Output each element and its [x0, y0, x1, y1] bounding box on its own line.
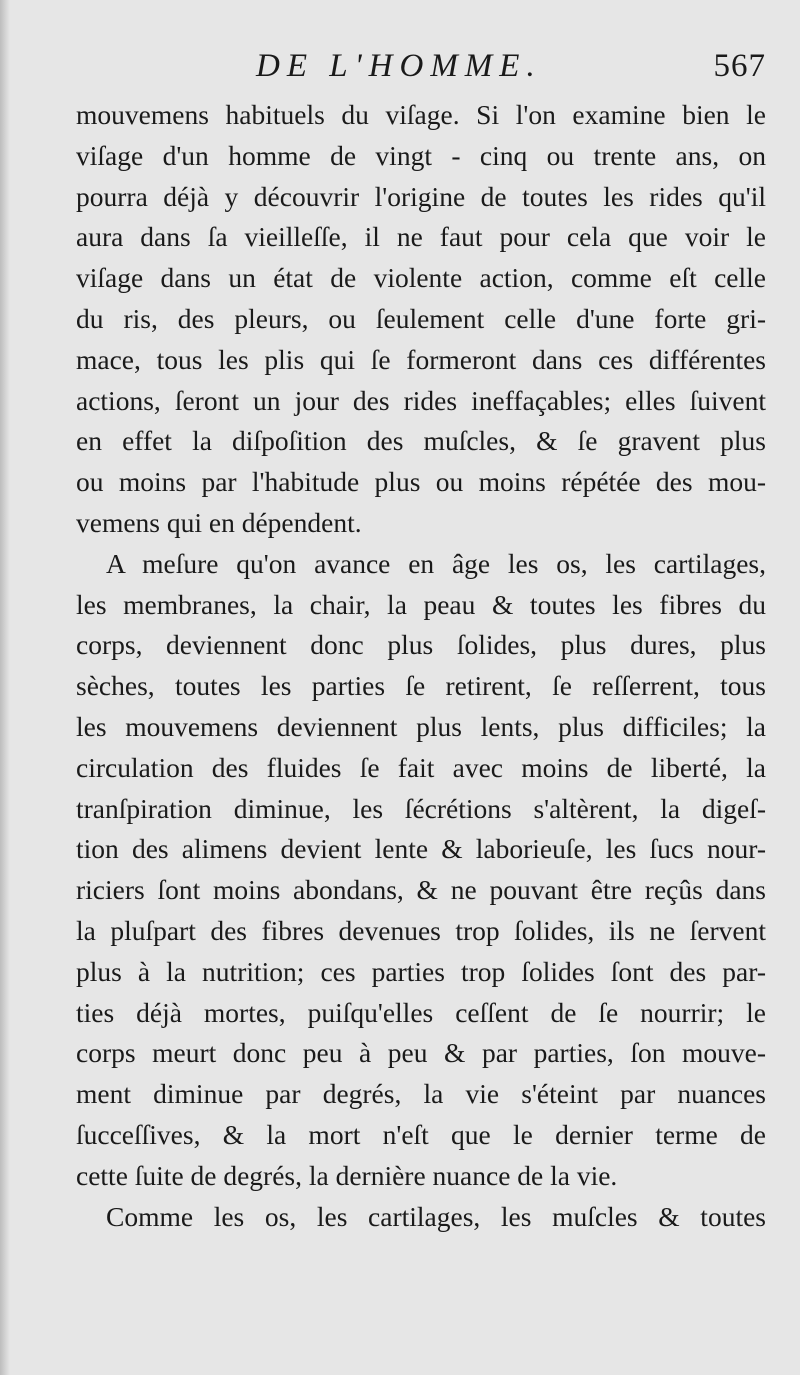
- text-line: en effet la diſpoſition des muſcles, & ſe gravent plus: [76, 425, 766, 457]
- text-line: actions, ſeront un jour des rides ineffaçables; elles ſuivent: [76, 384, 766, 416]
- text-line: du ris, des pleurs, ou ſeulement celle d'une forte gri-: [76, 302, 766, 334]
- text-line: les membranes, la chair, la peau & toutes les fibres du: [76, 588, 766, 620]
- text-line: corps, deviennent donc plus ſolides, plus dures, plus: [76, 629, 766, 661]
- text-line: tranſpiration diminue, les ſécrétions s'altèrent, la digeſ-: [76, 792, 766, 824]
- text-line: vemens qui en dépendent.: [76, 506, 362, 538]
- text-line: les mouvemens deviennent plus lents, plus difficiles; la: [76, 710, 766, 742]
- text-line: aura dans ſa vieilleſſe, il ne faut pour cela que voir le: [76, 221, 766, 253]
- body-text: [76, 95, 766, 1237]
- text-line: la pluſpart des fibres devenues trop ſolides, ils ne ſervent: [76, 914, 766, 946]
- text-line: sèches, toutes les parties ſe retirent, ſe reſſerrent, tous: [76, 670, 766, 702]
- text-line: plus à la nutrition; ces parties trop ſolides ſont des par-: [76, 955, 766, 987]
- page-number: 567: [713, 48, 766, 84]
- text-line: viſage d'un homme de vingt - cinq ou trente ans, on: [76, 139, 766, 171]
- text-line: ou moins par l'habitude plus ou moins répétée des mou-: [76, 466, 766, 498]
- text-line: cette ſuite de degrés, la dernière nuance de la vie.: [76, 1159, 618, 1191]
- text-line: corps meurt donc peu à peu & par parties, ſon mouve-: [76, 1037, 766, 1069]
- page-gutter-shadow: [0, 0, 10, 1375]
- paragraph-start-line: Comme les os, les cartilages, les muſcles & toutes: [106, 1200, 766, 1232]
- text-line: pourra déjà y découvrir l'origine de toutes les rides qu'il: [76, 180, 766, 212]
- running-head-title: DE L'HOMME.: [256, 48, 542, 84]
- running-head: [76, 48, 766, 88]
- text-line: mace, tous les plis qui ſe formeront dans ces différentes: [76, 343, 766, 375]
- text-line: ment diminue par degrés, la vie s'éteint par nuances: [76, 1078, 766, 1110]
- text-line: viſage dans un état de violente action, comme eſt celle: [76, 262, 766, 294]
- text-line: riciers ſont moins abondans, & ne pouvant être reçûs dans: [76, 874, 766, 906]
- text-line: mouvemens habituels du viſage. Si l'on examine bien le: [76, 99, 766, 130]
- text-line: ties déjà mortes, puiſqu'elles ceſſent de ſe nourrir; le: [76, 996, 766, 1028]
- text-line: ſucceſſives, & la mort n'eſt que le dernier terme de: [76, 1118, 766, 1150]
- text-line: tion des alimens devient lente & laborieuſe, les ſucs nour-: [76, 833, 766, 865]
- paragraph-start-line: A meſure qu'on avance en âge les os, les cartilages,: [106, 547, 766, 579]
- text-line: circulation des fluides ſe fait avec moins de liberté, la: [76, 751, 766, 783]
